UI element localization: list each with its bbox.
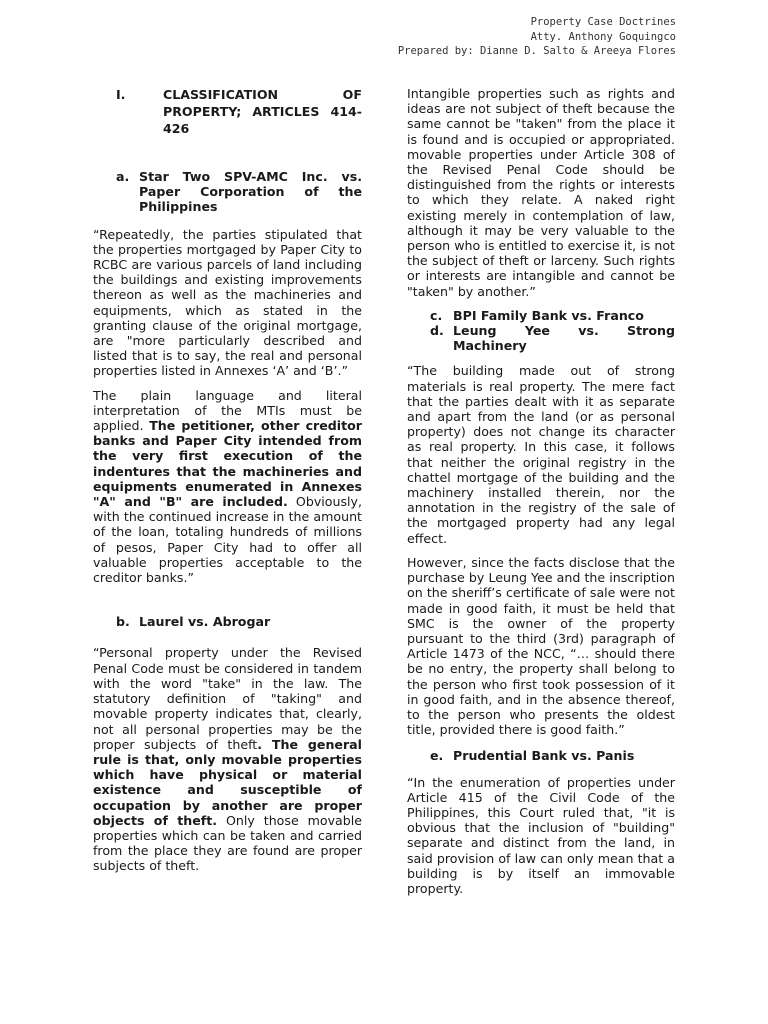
case-a-p2-start: The plain language and literal interpretation of the MTIs must be applied. (93, 387, 362, 434)
section-number: I. (116, 87, 126, 102)
header-doc-title: Property Case Doctrines (530, 16, 676, 28)
case-b-heading (93, 614, 362, 629)
right-column (407, 86, 675, 896)
case-a-letter: a. (116, 169, 130, 184)
left-column (93, 86, 362, 874)
case-d-letter: d. (430, 323, 444, 339)
case-e-heading (407, 748, 675, 763)
case-d-paragraph-1: “The building made out of strong materials is real property. The mere fact that the parties dealt with it as separate and apart from the land (or as personal property) does not change its character as real property. In this case, it follows that neither the original registry in the chattel mortgage of the building and the machinery installed therein, nor the annotation in the registry of the sale of the mortgaged property had any legal effect. (407, 363, 675, 546)
header-prepared-by: Prepared by: Dianne D. Salto & Areeya Flores (397, 45, 676, 57)
case-a-paragraph-1: “Repeatedly, the parties stipulated that the properties mortgaged by Paper City to RCBC are various parcels of land including the buildings and existing improvements thereon as well as the machineries and equipments, which as stated in the granting clause of the original mortgage, are "more particularly described and listed that is to say, the real and personal properties listed in Annexes ‘A’ and ‘B’.” (93, 226, 362, 379)
case-e-letter: e. (430, 748, 444, 764)
case-c-title: BPI Family Bank vs. Franco (453, 307, 644, 323)
case-b-letter: b. (116, 614, 130, 630)
case-a-p2-bold: The petitioner, other creditor banks and Paper City intended from the very first execution of the indentures that the machineries and equipments enumerated in Annexes "A" and "B" are included. (93, 418, 362, 510)
case-c-letter: c. (430, 307, 443, 323)
case-b-p1-end: Only those movable properties which can be taken and carried from the place they are found are proper subjects of theft. (93, 812, 362, 874)
section-title: CLASSIFICATION OF PROPERTY; ARTICLES 414-426 (163, 87, 362, 136)
case-e-title: Prudential Bank vs. Panis (453, 748, 635, 764)
case-b-continued-paragraph: Intangible properties such as rights and ideas are not subject of theft because the same cannot be "taken" from the place it is found and is occupied or appropriated. movable properties under Article 308 of the Revised Penal Code should be distinguished from the rights or interests to which they relate. A naked right existing merely in contemplation of law, although it may be very valuable to the person who is entitled to exercise it, is not the subject of theft or larceny. Such rights or interests are intangible and cannot be "taken" by another.” (407, 86, 675, 299)
case-a-heading (93, 169, 362, 215)
case-b-paragraph-1 (93, 645, 362, 873)
case-a-p2-end: Obviously, with the continued increase in the amount of the loan, totaling hundreds of millions of pesos, Paper City had to offer all valuable properties acceptable to the creditor banks.” (93, 494, 362, 586)
case-a-paragraph-2 (93, 388, 362, 586)
case-b-p1-start: “Personal property under the Revised Penal Code must be considered in tandem with the word "take" in the law. The statutory definition of "taking" and movable property indicates that, clearly, not all personal properties may be the proper subjects of theft (93, 645, 362, 752)
case-d-heading (407, 323, 675, 353)
case-c-heading (407, 308, 675, 323)
case-b-p1-bold: . The general rule is that, only movable properties which have physical or material existence and susceptible of occupation by another are proper objects of theft. (93, 736, 362, 828)
case-b-title: Laurel vs. Abrogar (139, 614, 271, 630)
case-d-paragraph-2: However, since the facts disclose that the purchase by Leung Yee and the inscription on the sheriff’s certificate of sale were not made in good faith, it must be held that SMC is the owner of the property pursuant to the third (3rd) paragraph of Article 1473 of the NCC, “… should there be no entry, the property shall belong to the person who first took possession of it in good faith, and in the absence thereof, to the person who presents the oldest title, provided there is good faith.” (407, 554, 675, 738)
case-a-title: Star Two SPV-AMC Inc. vs. Paper Corporation of the Philippines (139, 169, 362, 215)
case-e-paragraph-1: “In the enumeration of properties under Article 415 of the Civil Code of the Philippines, this Court ruled that, "it is obvious that the inclusion of "building" separate and distinct from the land, in said provision of law can only mean that a building is by itself an immovable property. (407, 774, 675, 896)
section-heading (93, 86, 362, 137)
page-header (398, 15, 676, 59)
case-d-title: Leung Yee vs. Strong Machinery (453, 323, 675, 354)
header-attorney: Atty. Anthony Goquingco (530, 30, 676, 43)
